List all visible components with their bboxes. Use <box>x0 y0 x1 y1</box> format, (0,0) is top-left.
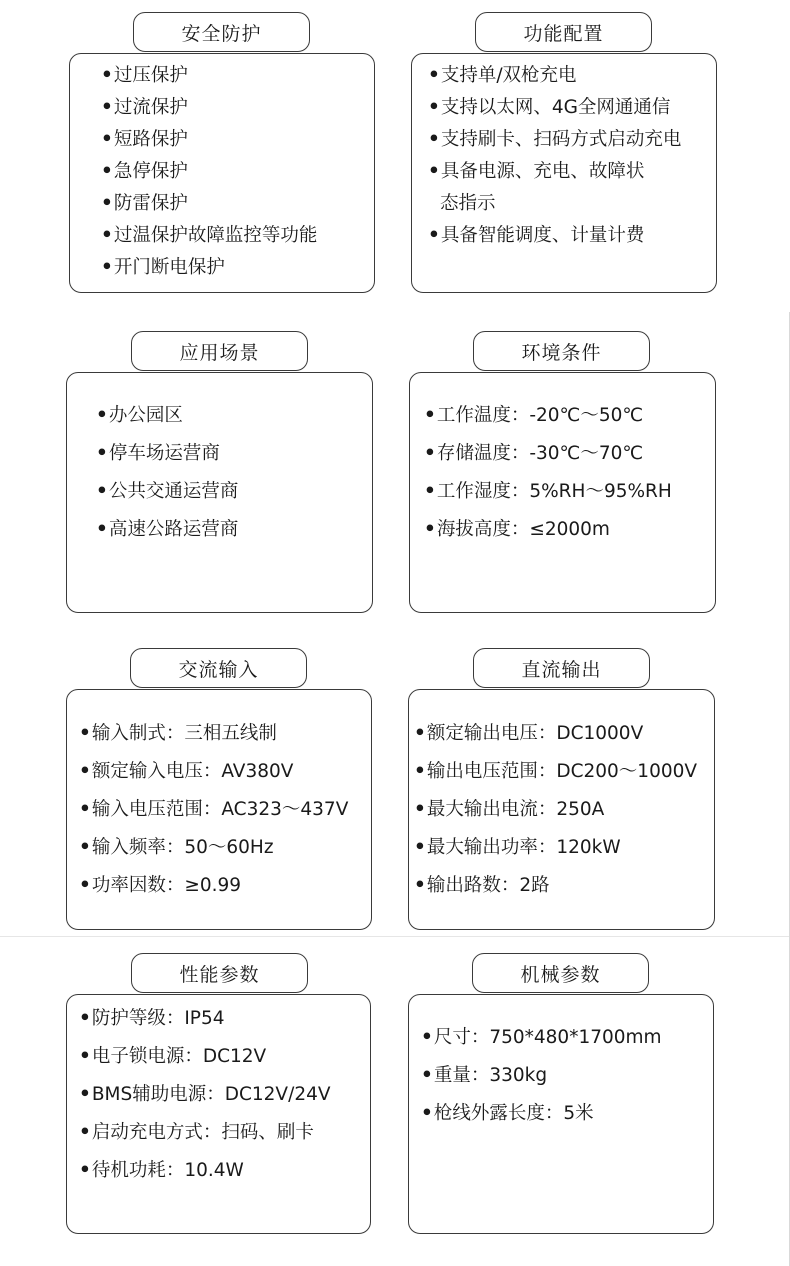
list-item: •短路保护 <box>101 129 188 150</box>
list-item: •工作温度：-20℃～50℃ <box>424 405 644 426</box>
list-item: •具备智能调度、计量计费 <box>428 225 645 246</box>
environment-title: 环境条件 <box>473 331 650 371</box>
list-item: •启动充电方式：扫码、刷卡 <box>79 1122 314 1143</box>
mechanical-title: 机械参数 <box>472 953 649 993</box>
scenarios-title: 应用场景 <box>131 331 308 371</box>
functions-title: 功能配置 <box>475 12 652 52</box>
list-item: •最大输出电流：250A <box>414 799 605 820</box>
list-item: •功率因数：≥0.99 <box>79 875 242 896</box>
list-item: •枪线外露长度：5米 <box>421 1103 594 1124</box>
list-item: •输出电压范围：DC200～1000V <box>414 761 698 782</box>
list-item: •防雷保护 <box>101 193 188 214</box>
list-item: 态指示 <box>440 193 496 214</box>
list-item: •输出路数：2路 <box>414 875 550 896</box>
list-item: •支持以太网、4G全网通通信 <box>428 97 671 118</box>
list-item: •工作湿度：5%RH～95%RH <box>424 481 672 502</box>
list-item: •开门断电保护 <box>101 257 225 278</box>
list-item: •输入频率：50～60Hz <box>79 837 274 858</box>
list-item: •停车场运营商 <box>96 443 220 464</box>
performance-title: 性能参数 <box>131 953 308 993</box>
dc-output-title: 直流输出 <box>473 648 650 688</box>
page-divider <box>0 936 790 937</box>
list-item: •BMS辅助电源：DC12V/24V <box>79 1084 331 1105</box>
list-item: •电子锁电源：DC12V <box>79 1046 267 1067</box>
list-item: •额定输入电压：AV380V <box>79 761 294 782</box>
list-item: •最大输出功率：120kW <box>414 837 621 858</box>
list-item: •支持单/双枪充电 <box>428 65 577 86</box>
list-item: •具备电源、充电、故障状 <box>428 161 645 182</box>
list-item: •存储温度：-30℃～70℃ <box>424 443 644 464</box>
list-item: •过压保护 <box>101 65 188 86</box>
list-item: •公共交通运营商 <box>96 481 239 502</box>
list-item: •待机功耗：10.4W <box>79 1160 244 1181</box>
list-item: •海拔高度：≤2000m <box>424 519 610 540</box>
list-item: •输入电压范围：AC323～437V <box>79 799 349 820</box>
safety-title: 安全防护 <box>133 12 310 52</box>
list-item: •高速公路运营商 <box>96 519 239 540</box>
list-item: •过流保护 <box>101 97 188 118</box>
list-item: •重量：330kg <box>421 1065 548 1086</box>
list-item: •防护等级：IP54 <box>79 1008 225 1029</box>
list-item: •急停保护 <box>101 161 188 182</box>
list-item: •过温保护故障监控等功能 <box>101 225 318 246</box>
list-item: •尺寸：750*480*1700mm <box>421 1027 662 1048</box>
ac-input-title: 交流输入 <box>130 648 307 688</box>
list-item: •支持刷卡、扫码方式启动充电 <box>428 129 682 150</box>
list-item: •额定输出电压：DC1000V <box>414 723 644 744</box>
list-item: •输入制式：三相五线制 <box>79 723 277 744</box>
list-item: •办公园区 <box>96 405 183 426</box>
